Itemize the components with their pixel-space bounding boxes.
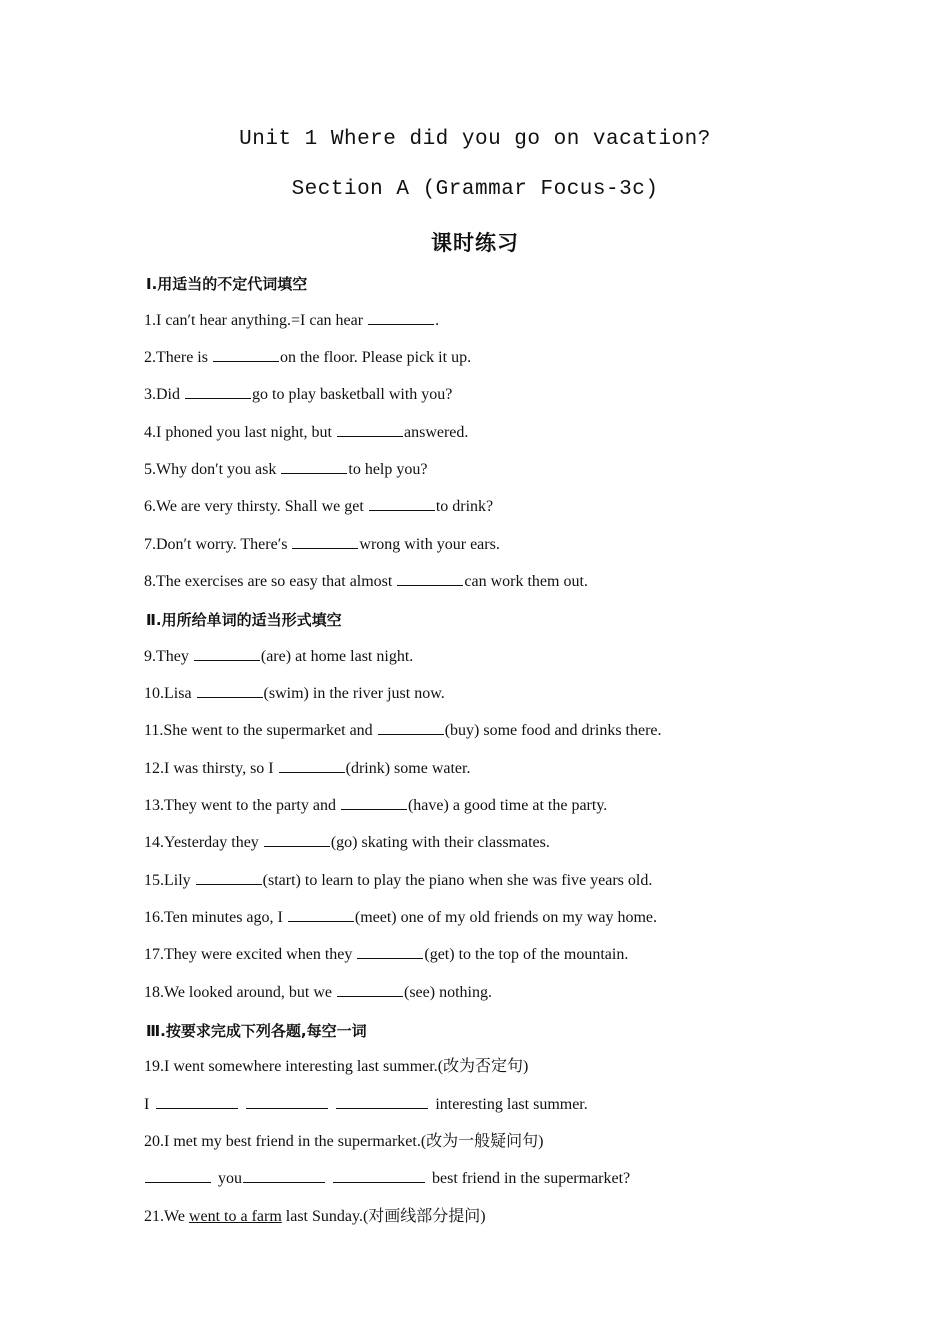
answer-blank[interactable]: [369, 496, 435, 511]
section-title: Section A (Grammar Focus-3c): [291, 178, 659, 201]
answer-blank[interactable]: [292, 534, 358, 549]
question-1: 1.I can′t hear anything.=I can hear .: [144, 312, 440, 329]
answer-blank[interactable]: [333, 1168, 425, 1183]
answer-blank[interactable]: [337, 422, 403, 437]
answer-blank[interactable]: [196, 870, 262, 885]
question-2: 2.There is on the floor. Please pick it up.: [144, 349, 472, 366]
part1-heading: Ⅰ.用适当的不定代词填空: [146, 275, 308, 293]
question-21: 21.We went to a farm last Sunday.(对画线部分提问): [144, 1208, 486, 1225]
answer-blank[interactable]: [145, 1168, 211, 1183]
answer-blank[interactable]: [246, 1094, 328, 1109]
question-3: 3.Did go to play basketball with you?: [144, 386, 453, 403]
answer-blank[interactable]: [337, 982, 403, 997]
question-6: 6.We are very thirsty. Shall we get to drink?: [144, 498, 494, 515]
answer-blank[interactable]: [357, 944, 423, 959]
question-17: 17.They were excited when they (get) to the top of the mountain.: [144, 946, 629, 963]
question-13: 13.They went to the party and (have) a good time at the party.: [144, 797, 608, 814]
question-7: 7.Don′t worry. There′s wrong with your ears.: [144, 536, 500, 553]
question-19: 19.I went somewhere interesting last summer.(改为否定句): [144, 1058, 529, 1075]
answer-blank[interactable]: [336, 1094, 428, 1109]
answer-blank[interactable]: [397, 571, 463, 586]
answer-19: I interesting last summer.: [144, 1096, 588, 1113]
page-subtitle: 课时练习: [431, 231, 519, 255]
answer-20: you best friend in the supermarket?: [144, 1168, 630, 1190]
question-11: 11.She went to the supermarket and (buy) some food and drinks there.: [144, 722, 662, 739]
answer-blank[interactable]: [281, 459, 347, 474]
answer-blank[interactable]: [243, 1168, 325, 1183]
question-9: 9.They (are) at home last night.: [144, 648, 414, 665]
answer-blank[interactable]: [194, 646, 260, 661]
part2-heading: Ⅱ.用所给单词的适当形式填空: [146, 611, 342, 629]
question-12: 12.I was thirsty, so I (drink) some water.: [144, 760, 471, 777]
question-14: 14.Yesterday they (go) skating with their classmates.: [144, 834, 550, 851]
part3-heading: Ⅲ.按要求完成下列各题,每空一词: [146, 1022, 367, 1040]
answer-blank[interactable]: [213, 347, 279, 362]
answer-blank[interactable]: [264, 832, 330, 847]
question-5: 5.Why don′t you ask to help you?: [144, 461, 428, 478]
question-8: 8.The exercises are so easy that almost can work them out.: [144, 573, 588, 590]
answer-blank[interactable]: [279, 758, 345, 773]
underlined-phrase: went to a farm: [188, 1208, 282, 1225]
question-20: 20.I met my best friend in the supermarket.(改为一般疑问句): [144, 1133, 544, 1150]
answer-blank[interactable]: [156, 1094, 238, 1109]
answer-blank[interactable]: [368, 310, 434, 325]
unit-title: Unit 1 Where did you go on vacation?: [239, 128, 711, 151]
question-10: 10.Lisa (swim) in the river just now.: [144, 685, 445, 702]
answer-blank[interactable]: [378, 720, 444, 735]
question-18: 18.We looked around, but we (see) nothing.: [144, 984, 492, 1001]
answer-blank[interactable]: [185, 384, 251, 399]
question-4: 4.I phoned you last night, but answered.: [144, 424, 469, 441]
answer-blank[interactable]: [197, 683, 263, 698]
answer-blank[interactable]: [288, 907, 354, 922]
question-16: 16.Ten minutes ago, I (meet) one of my old friends on my way home.: [144, 909, 658, 926]
question-15: 15.Lily (start) to learn to play the piano when she was five years old.: [144, 872, 653, 889]
answer-blank[interactable]: [341, 795, 407, 810]
